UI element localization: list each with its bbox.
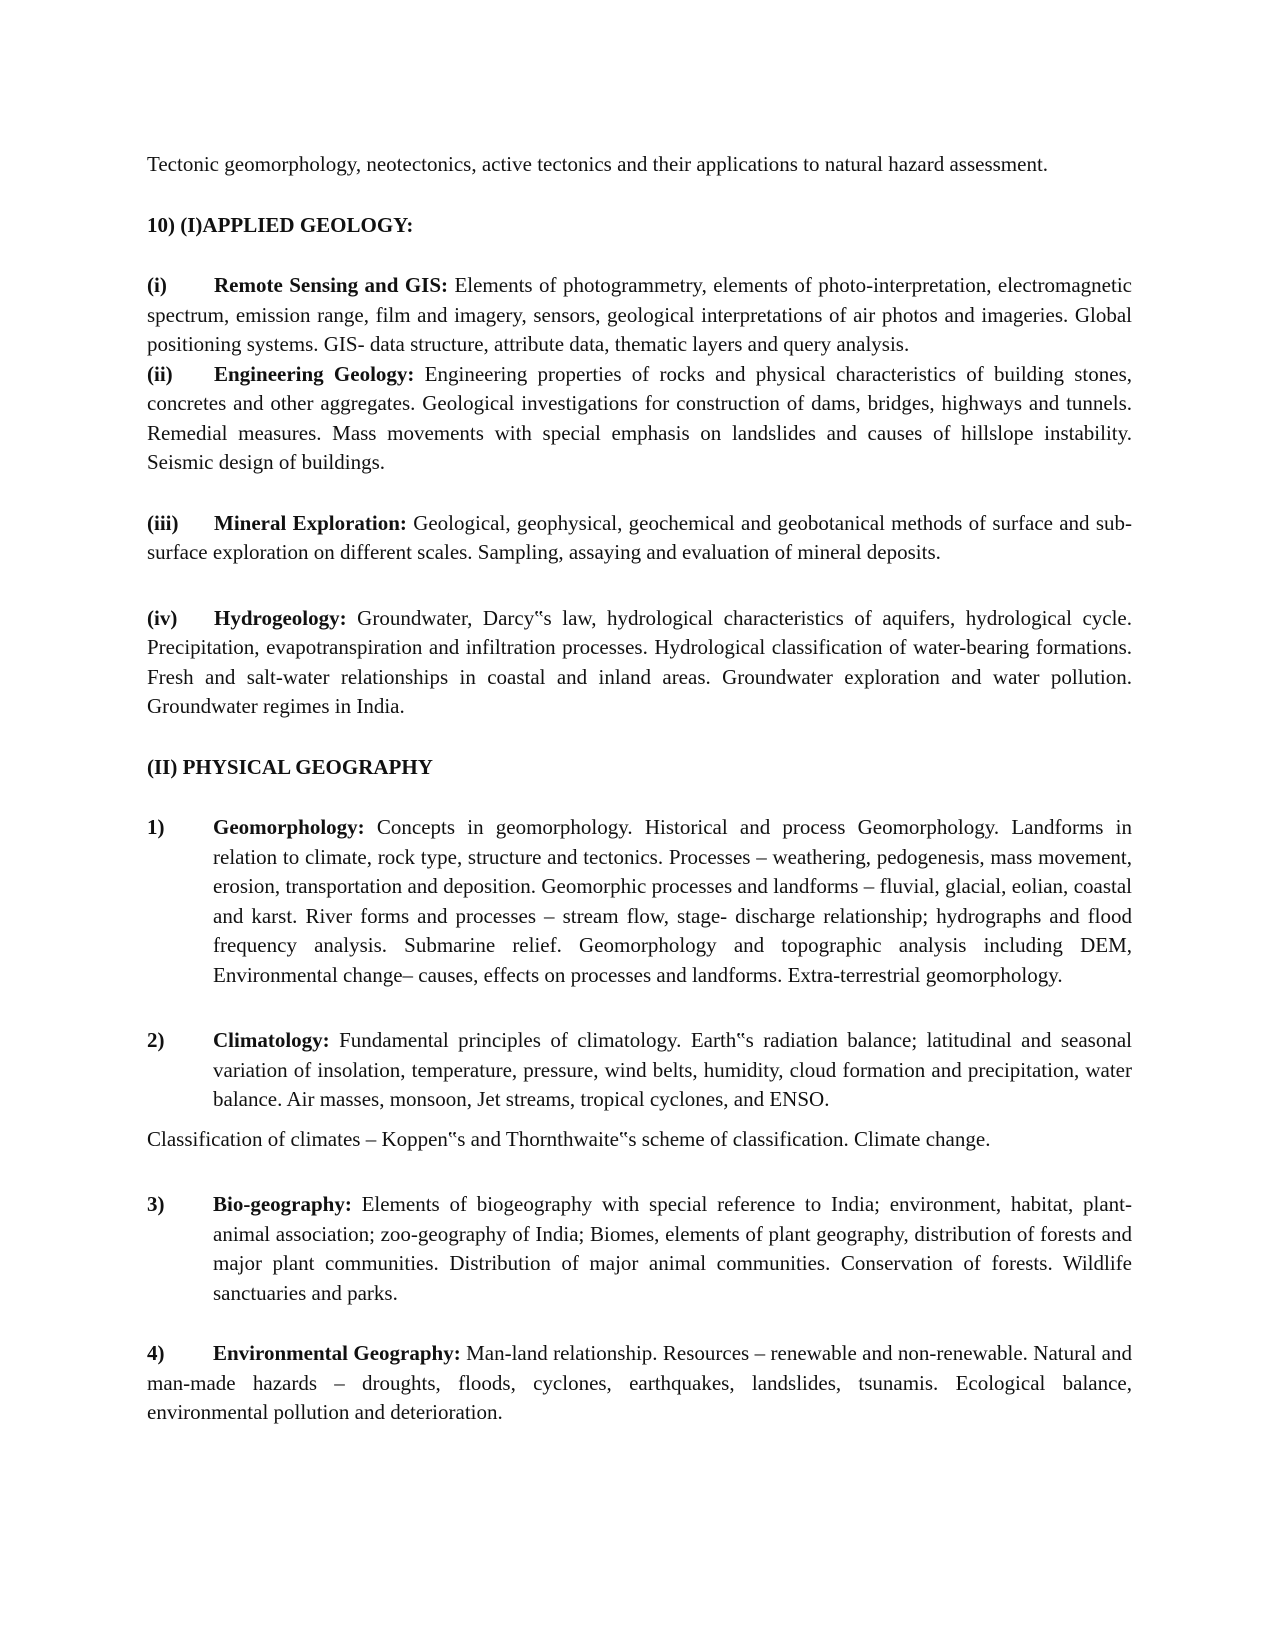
item-title: Climatology:	[213, 1028, 330, 1052]
item-hydrogeology	[147, 604, 1132, 722]
intro-paragraph: Tectonic geomorphology, neotectonics, active tectonics and their applications to natural hazard assessment.	[147, 152, 1049, 176]
item-text: Fundamental principles of climatology. Earth‟s radiation balance; latitudinal and seasonal variation of insolation, temperature, pressure, wind belts, humidity, cloud formation and precipitation, water balance. Air masses, monsoon, Jet streams, tropical cyclones, and ENSO.	[213, 1028, 1132, 1111]
climate-classification-paragraph: Classification of climates – Koppen‟s and Thornthwaite‟s scheme of classification. Climate change.	[147, 1126, 991, 1151]
item-climatology	[147, 1026, 1132, 1115]
item-text: Man-land relationship. Resources – renewable and non-renewable. Natural and man-made hazards – droughts, floods, cyclones, earthquakes, landslides, tsunamis. Ecological balance, environmental pollution and deterioration.	[147, 1341, 1132, 1424]
item-remote-sensing	[147, 271, 1132, 360]
item-text: Elements of photogrammetry, elements of photo-interpretation, electromagnetic spectrum, emission range, film and imagery, sensors, geological interpretations of air photos and imageries. Global positioning systems. GIS- data structure, attribute data, thematic layers and query analysis.	[147, 273, 1132, 356]
item-title: Hydrogeology:	[214, 605, 347, 630]
item-text: Groundwater, Darcy‟s law, hydrological characteristics of aquifers, hydrological cycle. Precipitation, evapotranspiration and infiltration processes. Hydrological classification of water-bearing formations. Fresh and salt-water relationships in coastal and inland areas. Groundwater exploration and water pollution. Groundwater regimes in India.	[147, 605, 1133, 718]
item-title: Bio-geography:	[213, 1192, 352, 1216]
item-text: Geological, geophysical, geochemical and geobotanical methods of surface and sub-surface exploration on different scales. Sampling, assaying and evaluation of mineral deposits.	[147, 510, 1132, 564]
item-number: (ii)	[147, 361, 173, 386]
item-text: Concepts in geomorphology. Historical and process Geomorphology. Landforms in relation to climate, rock type, structure and tectonics. Processes – weathering, pedogenesis, mass movement, erosion, transportation and deposition. Geomorphic processes and landforms – fluvial, glacial, eolian, coastal and karst. River forms and processes – stream flow, stage- discharge relationship; hydrographs and flood frequency analysis. Submarine relief. Geomorphology and topographic analysis including DEM, Environmental change– causes, effects on processes and landforms. Extra-terrestrial geomorphology.	[213, 815, 1133, 987]
item-geomorphology	[147, 813, 1132, 990]
section-heading-physical-geography: (II) PHYSICAL GEOGRAPHY	[147, 754, 433, 779]
item-bio-geography	[147, 1190, 1132, 1308]
item-number: (i)	[147, 273, 167, 297]
item-number: (iv)	[147, 605, 178, 630]
item-title: Remote Sensing and GIS:	[214, 273, 449, 297]
item-title: Environmental Geography:	[213, 1341, 461, 1365]
item-text: Engineering properties of rocks and physical characteristics of building stones, concretes and other aggregates. Geological investigations for construction of dams, bridges, highways and tunnels. Remedial measures. Mass movements with special emphasis on landslides and causes of hillslope instability. Seismic design of buildings.	[147, 361, 1133, 474]
document-page	[147, 150, 1132, 1428]
item-mineral-exploration	[147, 509, 1132, 568]
item-number: 4)	[147, 1341, 165, 1365]
item-number: 2)	[147, 1028, 165, 1052]
item-title: Geomorphology:	[213, 815, 365, 839]
section-heading-applied-geology: 10) (I)APPLIED GEOLOGY:	[147, 212, 414, 237]
item-text: Elements of biogeography with special reference to India; environment, habitat, plant-animal association; zoo-geography of India; Biomes, elements of plant geography, distribution of forests and major plant communities. Distribution of major animal communities. Conservation of forests. Wildlife sanctuaries and parks.	[213, 1192, 1132, 1305]
item-title: Mineral Exploration:	[214, 510, 407, 535]
item-number: 3)	[147, 1192, 165, 1216]
item-number: (iii)	[147, 510, 179, 535]
item-environmental-geography	[147, 1339, 1132, 1428]
item-number: 1)	[147, 815, 165, 839]
item-title: Engineering Geology:	[214, 361, 415, 386]
item-engineering-geology	[147, 360, 1132, 478]
